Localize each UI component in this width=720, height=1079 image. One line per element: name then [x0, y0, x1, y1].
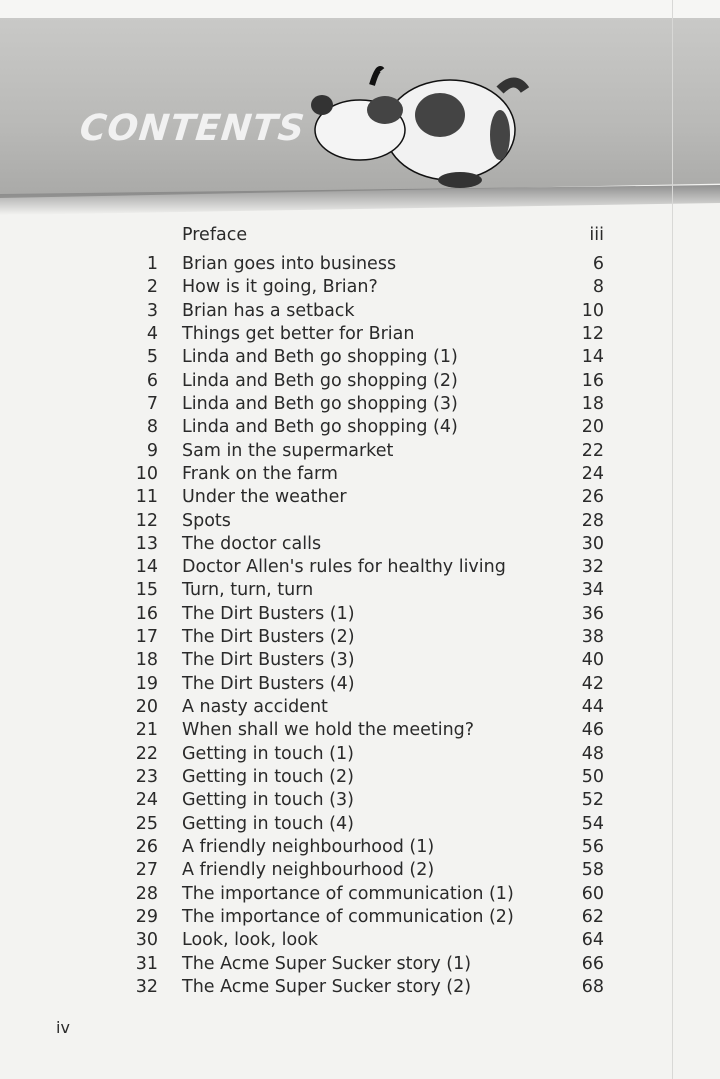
toc-title: Getting in touch (1)	[182, 743, 354, 764]
toc-title: The importance of communication (2)	[182, 906, 514, 927]
toc-number: 11	[135, 487, 158, 508]
toc-page: 42	[581, 673, 604, 694]
toc-title: The Dirt Busters (4)	[182, 673, 355, 694]
toc-number: 25	[135, 813, 158, 834]
toc-number: 20	[135, 697, 158, 718]
toc-page: 52	[581, 790, 604, 811]
toc-number: 28	[135, 883, 158, 904]
toc-page: 38	[581, 627, 604, 648]
toc-number: 13	[135, 533, 158, 554]
toc-number: 15	[135, 580, 158, 601]
toc-page: 28	[581, 510, 604, 531]
toc-title: Preface	[182, 225, 248, 245]
toc-entry[interactable]	[0, 276, 720, 299]
toc-title: Spots	[182, 510, 231, 531]
toc-entry[interactable]	[0, 533, 720, 556]
toc-page: 54	[581, 813, 604, 834]
toc-number: 17	[135, 627, 158, 648]
toc-entry[interactable]	[0, 626, 720, 649]
toc-page: 48	[581, 743, 604, 764]
toc-entry[interactable]	[0, 510, 720, 533]
toc-number: 4	[146, 323, 158, 344]
toc-page: 64	[581, 930, 604, 951]
toc-page: 36	[581, 603, 604, 624]
toc-entry[interactable]	[0, 603, 720, 626]
toc-page: 34	[581, 580, 604, 601]
toc-number: 22	[135, 743, 158, 764]
toc-page: 44	[581, 697, 604, 718]
toc-entry[interactable]	[0, 253, 720, 276]
toc-title: Frank on the farm	[182, 463, 338, 484]
toc-title: Things get better for Brian	[182, 323, 415, 344]
toc-entry[interactable]	[0, 463, 720, 486]
toc-title: Linda and Beth go shopping (1)	[182, 347, 458, 368]
toc-number: 24	[135, 790, 158, 811]
toc-number: 29	[135, 906, 158, 927]
toc-page: 12	[581, 323, 604, 344]
toc-title: The Dirt Busters (3)	[182, 650, 355, 671]
toc-page: 16	[581, 370, 604, 391]
toc-title: The Dirt Busters (1)	[182, 603, 355, 624]
toc-page: 66	[581, 953, 604, 974]
toc-number: 2	[146, 277, 158, 298]
toc-number: 1	[146, 254, 158, 274]
toc-number: 16	[135, 603, 158, 624]
toc-title: Getting in touch (4)	[182, 813, 354, 834]
toc-number: 7	[146, 393, 158, 414]
page-top-margin	[0, 0, 720, 18]
toc-number: 12	[135, 510, 158, 531]
toc-page: 30	[581, 533, 604, 554]
toc-entry[interactable]	[0, 813, 720, 836]
toc-title: Getting in touch (3)	[182, 790, 354, 811]
toc-number: 9	[146, 440, 158, 461]
toc-preface[interactable]	[0, 224, 720, 247]
toc-title: The doctor calls	[182, 533, 322, 554]
toc-number: 18	[135, 650, 158, 671]
toc-number: 10	[135, 463, 158, 484]
toc-entry[interactable]	[0, 556, 720, 579]
page-number: iv	[56, 1018, 70, 1037]
toc-page: 68	[581, 976, 604, 997]
toc-title: When shall we hold the meeting?	[182, 720, 475, 741]
toc-page: iii	[589, 225, 604, 245]
toc-page: 32	[581, 557, 604, 578]
toc-entry[interactable]	[0, 976, 720, 999]
toc-entry[interactable]	[0, 346, 720, 369]
dog-illustration-icon	[300, 60, 540, 200]
toc-title: Brian goes into business	[182, 254, 397, 274]
toc-page: 24	[581, 463, 604, 484]
toc-page: 10	[581, 300, 604, 321]
toc-title: Under the weather	[182, 487, 347, 508]
toc-entry[interactable]	[0, 416, 720, 439]
toc-page: 46	[581, 720, 604, 741]
toc-page: 18	[581, 393, 604, 414]
page-title: CONTENTS	[77, 108, 308, 149]
toc-title: Look, look, look	[182, 930, 319, 951]
toc-title: The importance of communication (1)	[182, 883, 514, 904]
toc-entry[interactable]	[0, 743, 720, 766]
toc-title: Linda and Beth go shopping (4)	[182, 417, 458, 438]
toc-number: 8	[146, 417, 158, 438]
toc-page: 62	[581, 906, 604, 927]
toc-title: The Acme Super Sucker story (1)	[182, 953, 472, 974]
toc-title: How is it going, Brian?	[182, 277, 378, 298]
toc-entry[interactable]	[0, 649, 720, 672]
toc-entry[interactable]	[0, 929, 720, 952]
toc-page: 58	[581, 860, 604, 881]
toc-title: Linda and Beth go shopping (3)	[182, 393, 458, 414]
toc-entry[interactable]	[0, 323, 720, 346]
toc-number: 14	[135, 557, 158, 578]
toc-title: Getting in touch (2)	[182, 767, 354, 788]
toc-number: 6	[146, 370, 158, 391]
toc-entry[interactable]	[0, 766, 720, 789]
toc-page: 26	[581, 487, 604, 508]
toc-number: 23	[135, 767, 158, 788]
toc-title: Doctor Allen's rules for healthy living	[182, 557, 506, 578]
toc-entry[interactable]	[0, 673, 720, 696]
toc-title: A nasty accident	[182, 697, 328, 718]
toc-page: 60	[581, 883, 604, 904]
toc-entry[interactable]	[0, 579, 720, 602]
toc-entry[interactable]	[0, 370, 720, 393]
toc-page: 56	[581, 837, 604, 857]
toc-title: The Dirt Busters (2)	[182, 627, 355, 648]
toc-entry[interactable]	[0, 789, 720, 812]
toc-page: 14	[581, 347, 604, 368]
toc-entry[interactable]	[0, 859, 720, 882]
toc-title: Linda and Beth go shopping (2)	[182, 370, 458, 391]
toc-entry[interactable]	[0, 696, 720, 719]
toc-title: The Acme Super Sucker story (2)	[182, 976, 472, 997]
toc-number: 3	[146, 300, 158, 321]
toc-entry[interactable]	[0, 393, 720, 416]
toc-number: 31	[135, 953, 158, 974]
toc-page: 20	[581, 417, 604, 438]
toc-number: 30	[135, 930, 158, 951]
toc-number: 27	[135, 860, 158, 881]
toc-title: A friendly neighbourhood (2)	[182, 860, 435, 881]
toc-number: 21	[135, 720, 158, 741]
toc-title: A friendly neighbourhood (1)	[182, 837, 435, 857]
toc-entry[interactable]	[0, 836, 720, 859]
toc-title: Turn, turn, turn	[182, 580, 314, 601]
toc-page: 22	[581, 440, 604, 461]
toc-title: Sam in the supermarket	[182, 440, 394, 461]
toc-entry[interactable]	[0, 300, 720, 323]
toc-page: 50	[581, 767, 604, 788]
toc-entry[interactable]	[0, 883, 720, 906]
toc-page: 8	[592, 277, 604, 298]
toc-entry[interactable]	[0, 440, 720, 463]
toc-entry[interactable]	[0, 719, 720, 742]
toc-page: 6	[592, 254, 604, 274]
toc-number: 32	[135, 976, 158, 997]
toc-entry[interactable]	[0, 953, 720, 976]
toc-number: 5	[146, 347, 158, 368]
toc-number: 19	[135, 673, 158, 694]
toc-entry[interactable]	[0, 486, 720, 509]
toc-entry[interactable]	[0, 906, 720, 929]
toc-number: 26	[135, 837, 158, 857]
toc-page: 40	[581, 650, 604, 671]
toc-title: Brian has a setback	[182, 300, 355, 321]
